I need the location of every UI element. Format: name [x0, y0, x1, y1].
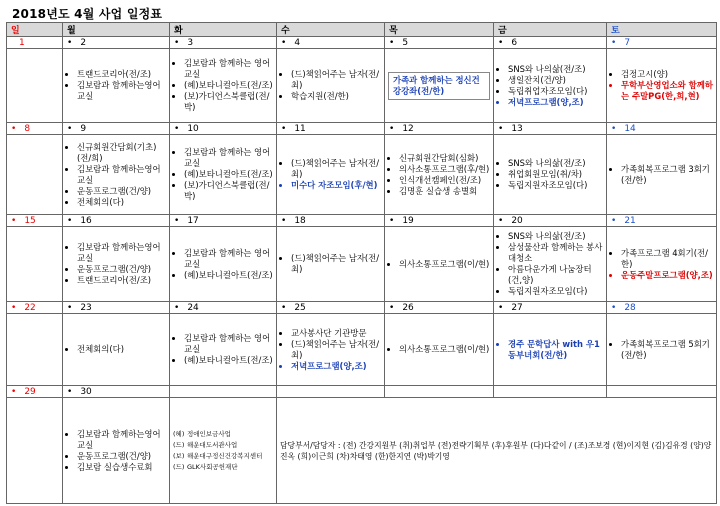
event-list — [388, 344, 490, 355]
event-item[interactable]: • 김보람과 함께하는영어교실 — [77, 164, 166, 186]
day-events-cell — [170, 135, 277, 215]
event-list — [66, 69, 166, 102]
event-item[interactable]: • 독립지원자조모임(다) — [508, 180, 603, 191]
staff-note: 담당부서/담당자 : (전) 간강지원부 (취)취업부 (전)전략기획부 (후)후원부 (다)다같이 / (조)조보경 (현)이지현 (김)김유경 (양)양진옥 (희)이근희 (차)차태영 (한)한지연 (박)박기영 — [277, 398, 717, 504]
bullet-icon: • — [389, 37, 395, 48]
bullet-icon: • — [281, 215, 287, 226]
week-2-events-row — [7, 135, 717, 215]
weekday-thu: 목 — [385, 23, 494, 37]
week-4-events-row — [7, 314, 717, 386]
date-cell — [607, 215, 717, 227]
legend-item — [173, 462, 273, 473]
page-title: 2018년도 4월 사업 일정표 — [12, 7, 163, 21]
legend-item — [173, 429, 273, 440]
event-item[interactable]: • (드)책읽어주는 남자(전/최) — [291, 339, 381, 361]
date-cell — [63, 123, 170, 135]
day-events-cell — [63, 135, 170, 215]
event-item[interactable]: • 교사봉사단 기관방문 — [291, 328, 381, 339]
event-list — [66, 242, 166, 286]
calendar-table — [6, 22, 717, 504]
day-events-cell — [7, 314, 63, 386]
event-item[interactable]: • 가족과 함께하는 정신건강강좌(전/한) — [393, 75, 485, 97]
bullet-icon: • — [611, 215, 617, 226]
day-events-cell — [7, 227, 63, 302]
legend-item — [173, 440, 273, 451]
day-events-cell — [607, 49, 717, 123]
event-list — [66, 429, 166, 473]
event-item[interactable]: • 생일잔치(건/양) — [508, 75, 603, 86]
weekday-fri: 금 — [494, 23, 607, 37]
date-number: 11 — [294, 123, 306, 134]
bullet-icon: • — [67, 215, 73, 226]
date-number: 26 — [402, 302, 414, 313]
day-events-cell — [63, 227, 170, 302]
event-list — [610, 164, 713, 186]
date-number: 22 — [24, 302, 36, 313]
date-number: 17 — [187, 215, 199, 226]
date-cell — [277, 302, 385, 314]
date-cell — [494, 386, 607, 398]
event-item[interactable]: • 가족프로그램 4회기(전/한) — [621, 248, 713, 270]
weekday-sat: 토 — [607, 23, 717, 37]
event-item[interactable]: • 경주 문학답사 with 우1동부녀회(전/한) — [508, 339, 603, 361]
day-events-cell — [494, 49, 607, 123]
event-list — [280, 253, 381, 275]
event-item[interactable]: • 김보람과 함께하는영어교실 — [77, 242, 166, 264]
day-events-cell — [170, 49, 277, 123]
event-item[interactable]: • 독립취업자조모임(다) — [508, 86, 603, 97]
event-list — [173, 58, 273, 113]
date-number: 23 — [80, 302, 92, 313]
event-item[interactable]: • 전체회의(다) — [77, 344, 166, 355]
bullet-icon: • — [11, 386, 17, 397]
day-events-cell — [494, 314, 607, 386]
date-number: 4 — [294, 37, 301, 48]
day-events-cell — [494, 227, 607, 302]
week-1-events-row — [7, 49, 717, 123]
bullet-icon: • — [389, 215, 395, 226]
event-list — [497, 158, 603, 191]
event-item[interactable]: • 의사소통프로그램(이/현) — [399, 259, 490, 270]
bullet-icon: • — [11, 302, 17, 313]
date-number: 2 — [80, 37, 87, 48]
date-number: 19 — [402, 215, 414, 226]
event-item[interactable]: • (보)가디언스북클럽(전/박) — [184, 180, 273, 202]
date-cell — [607, 37, 717, 49]
date-number: 30 — [80, 386, 92, 397]
event-list — [66, 344, 166, 355]
bullet-icon: • — [498, 123, 504, 134]
event-item[interactable]: • (혜)보타니컬아트(전/조) — [184, 270, 273, 281]
date-cell — [63, 37, 170, 49]
event-item[interactable]: • 학습지원(전/한) — [291, 91, 381, 102]
event-item[interactable]: • 전체회의(다) — [77, 197, 166, 208]
event-list — [610, 69, 713, 102]
date-cell — [385, 302, 494, 314]
date-number: 18 — [294, 215, 306, 226]
date-cell — [385, 386, 494, 398]
event-item[interactable]: • (드)책읽어주는 남자(전/최) — [291, 253, 381, 275]
date-cell — [7, 302, 63, 314]
date-number: 20 — [511, 215, 523, 226]
event-list — [497, 64, 603, 108]
date-cell — [277, 123, 385, 135]
event-item[interactable]: • SNS와 나의삶(전/조) — [508, 231, 603, 242]
date-cell — [607, 386, 717, 398]
day-events-cell — [385, 49, 494, 123]
date-number: 1 — [19, 37, 25, 48]
day-events-cell — [385, 135, 494, 215]
event-item[interactable]: • 아름다운가게 나눔장터(건,양) — [508, 264, 603, 286]
date-cell — [494, 215, 607, 227]
bullet-icon: • — [498, 37, 504, 48]
date-cell — [63, 215, 170, 227]
event-item[interactable]: • 가족회복프로그램 3회기(전/한) — [621, 164, 713, 186]
event-item[interactable]: • SNS와 나의삶(전/조) — [508, 158, 603, 169]
week-5-events-row — [7, 398, 717, 504]
legend-box — [170, 398, 277, 504]
date-cell — [494, 302, 607, 314]
date-cell — [494, 37, 607, 49]
event-item[interactable]: • 운동프로그램(건/양) — [77, 186, 166, 197]
event-list — [280, 158, 381, 191]
date-number: 28 — [624, 302, 636, 313]
date-cell — [170, 37, 277, 49]
event-list — [388, 259, 490, 270]
day-events-cell — [607, 227, 717, 302]
date-cell — [277, 215, 385, 227]
date-number: 5 — [402, 37, 409, 48]
day-events-cell — [7, 135, 63, 215]
bullet-icon: • — [67, 37, 73, 48]
date-number: 27 — [511, 302, 523, 313]
day-events-cell — [7, 49, 63, 123]
date-cell — [7, 123, 63, 135]
date-cell — [170, 123, 277, 135]
event-list — [497, 339, 603, 361]
event-item[interactable]: • 운동프로그램(건/양) — [77, 451, 166, 462]
bullet-icon: • — [11, 215, 17, 226]
date-cell — [385, 123, 494, 135]
date-number: 13 — [511, 123, 523, 134]
event-item[interactable]: • 무학부산영업소와 함께하는 주말PG(한,희,현) — [621, 80, 713, 102]
bullet-icon: • — [174, 302, 180, 313]
bullet-icon: • — [498, 302, 504, 313]
date-number: 10 — [187, 123, 199, 134]
event-item[interactable]: • 저녁프로그램(양,조) — [291, 361, 381, 372]
bullet-icon: • — [281, 123, 287, 134]
day-events-cell — [170, 314, 277, 386]
event-item[interactable]: • 김보람과 함께하는 영어교실 — [184, 248, 273, 270]
event-item[interactable]: • 김보람과 함께하는 영어교실 — [184, 147, 273, 169]
event-item[interactable]: • 저녁프로그램(양,조) — [508, 97, 603, 108]
date-cell — [170, 215, 277, 227]
week-3-events-row — [7, 227, 717, 302]
bullet-icon: • — [67, 123, 73, 134]
weekday-sun: 일 — [7, 23, 63, 37]
date-cell — [7, 215, 63, 227]
event-item[interactable]: • 운동프로그램(건/양) — [77, 264, 166, 275]
bullet-icon: • — [174, 215, 180, 226]
event-item[interactable]: • 김명훈 실습생 송별회 — [399, 186, 490, 197]
legend-text: 해운대도서관사업 — [187, 440, 238, 449]
event-item[interactable]: • 의사소통프로그램(이/현) — [399, 344, 490, 355]
day-events-cell — [607, 314, 717, 386]
event-list — [280, 328, 381, 372]
event-item[interactable]: • (드)책읽어주는 남자(전/최) — [291, 158, 381, 180]
day-events-cell — [277, 227, 385, 302]
event-item[interactable]: • (혜)보타니컬아트(전/조) — [184, 169, 273, 180]
event-item[interactable]: • 신규회원간담회(심화) — [399, 153, 490, 164]
legend-key: (보) — [173, 451, 185, 460]
event-list — [610, 248, 713, 281]
date-cell — [607, 123, 717, 135]
date-number: 21 — [624, 215, 636, 226]
day-events-cell — [63, 398, 170, 504]
event-item[interactable]: • 김보람과 함께하는영어교실 — [77, 429, 166, 451]
date-number: 12 — [402, 123, 414, 134]
legend-key: (혜) — [173, 429, 185, 438]
day-events-cell — [607, 135, 717, 215]
day-events-cell — [277, 314, 385, 386]
date-cell — [385, 215, 494, 227]
event-item[interactable]: • (혜)보타니컬아트(전/조) — [184, 80, 273, 91]
date-number: 29 — [24, 386, 36, 397]
week-4-date-row — [7, 302, 717, 314]
event-item[interactable]: • 트랜드코리아(전/조) — [77, 275, 166, 286]
date-cell — [385, 37, 494, 49]
bullet-icon: • — [611, 37, 617, 48]
date-cell — [494, 123, 607, 135]
bullet-icon: • — [498, 215, 504, 226]
date-number: 25 — [294, 302, 306, 313]
week-5-date-row — [7, 386, 717, 398]
event-list — [280, 69, 381, 102]
bullet-icon: • — [611, 302, 617, 313]
week-1-date-row — [7, 37, 717, 49]
event-item[interactable]: • 의사소통프로그램(후/현) — [399, 164, 490, 175]
day-events-cell — [63, 49, 170, 123]
date-cell — [63, 386, 170, 398]
date-number: 6 — [511, 37, 518, 48]
legend-text: 해운대구정신건강복지센터 — [187, 451, 263, 460]
event-item[interactable]: • SNS와 나의삶(전/조) — [508, 64, 603, 75]
day-events-cell — [7, 398, 63, 504]
date-cell — [170, 386, 277, 398]
date-cell — [277, 386, 385, 398]
event-item[interactable]: • 검정고시(양) — [621, 69, 713, 80]
event-item[interactable]: • 삼성물산과 함께하는 봉사대청소 — [508, 242, 603, 264]
bullet-icon: • — [281, 302, 287, 313]
legend-item — [173, 451, 273, 462]
event-item[interactable]: • 김보람과 함께하는 영어교실 — [184, 58, 273, 80]
day-events-cell — [63, 314, 170, 386]
event-item[interactable]: • 김보람과 함께하는영어교실 — [77, 80, 166, 102]
event-item[interactable]: • (보)가디언스북클럽(전/박) — [184, 91, 273, 113]
legend-text: GLK사회공헌재단 — [187, 462, 238, 471]
date-number: 16 — [80, 215, 92, 226]
event-list — [173, 333, 273, 366]
date-number: 9 — [80, 123, 87, 134]
weekday-mon: 월 — [63, 23, 170, 37]
event-list — [66, 142, 166, 208]
date-cell — [170, 302, 277, 314]
day-events-cell — [385, 314, 494, 386]
event-item[interactable]: • (드)책읽어주는 남자(전/최) — [291, 69, 381, 91]
bullet-icon: • — [389, 123, 395, 134]
event-item[interactable]: • 독립지원자조모임(다) — [508, 286, 603, 297]
bullet-icon: • — [174, 37, 180, 48]
event-item[interactable]: • 운동주말프로그램(양,조) — [621, 270, 713, 281]
event-item[interactable]: • 김보람과 함께하는 영어교실 — [184, 333, 273, 355]
date-number: 24 — [187, 302, 199, 313]
date-number: 15 — [24, 215, 36, 226]
week-2-date-row — [7, 123, 717, 135]
date-cell — [7, 386, 63, 398]
date-number: 8 — [24, 123, 31, 134]
event-list — [173, 147, 273, 202]
event-list — [497, 231, 603, 297]
day-events-cell — [277, 135, 385, 215]
event-item[interactable]: • 트랜드코리아(전/조) — [77, 69, 166, 80]
weekday-header-row — [7, 23, 717, 37]
bullet-icon: • — [174, 123, 180, 134]
date-cell — [63, 302, 170, 314]
event-item[interactable]: • (혜)보타니컬아트(전/조) — [184, 355, 273, 366]
date-number: 14 — [624, 123, 636, 134]
event-item[interactable]: • 미수다 자조모임(후/현) — [291, 180, 381, 191]
weekday-tue: 화 — [170, 23, 277, 37]
bullet-icon: • — [281, 37, 287, 48]
event-list — [388, 153, 490, 197]
event-item[interactable]: • 신규회원간담회(기초)(전/희) — [77, 142, 166, 164]
bullet-icon: • — [389, 302, 395, 313]
legend-key: (드) — [173, 462, 185, 471]
event-list — [388, 72, 490, 100]
legend-text: 정애인보금사업 — [187, 429, 231, 438]
event-item[interactable]: • 취업회원모임(취/차) — [508, 169, 603, 180]
event-list — [610, 339, 713, 361]
event-item[interactable]: • 김보람 실습생수료회 — [77, 462, 166, 473]
bullet-icon: • — [67, 386, 73, 397]
bullet-icon: • — [11, 123, 17, 134]
event-item[interactable]: • 가족회복프로그램 5회기(전/한) — [621, 339, 713, 361]
day-events-cell — [385, 227, 494, 302]
bullet-icon: • — [67, 302, 73, 313]
event-list — [173, 248, 273, 281]
date-cell — [7, 37, 63, 49]
bullet-icon: • — [611, 123, 617, 134]
date-cell — [607, 302, 717, 314]
week-3-date-row — [7, 215, 717, 227]
date-number: 3 — [187, 37, 194, 48]
day-events-cell — [277, 49, 385, 123]
legend-key: (드) — [173, 440, 185, 449]
event-item[interactable]: • 인식개선캠페인(전/조) — [399, 175, 490, 186]
date-cell — [277, 37, 385, 49]
day-events-cell — [494, 135, 607, 215]
weekday-wed: 수 — [277, 23, 385, 37]
day-events-cell — [170, 227, 277, 302]
date-number: 7 — [624, 37, 631, 48]
